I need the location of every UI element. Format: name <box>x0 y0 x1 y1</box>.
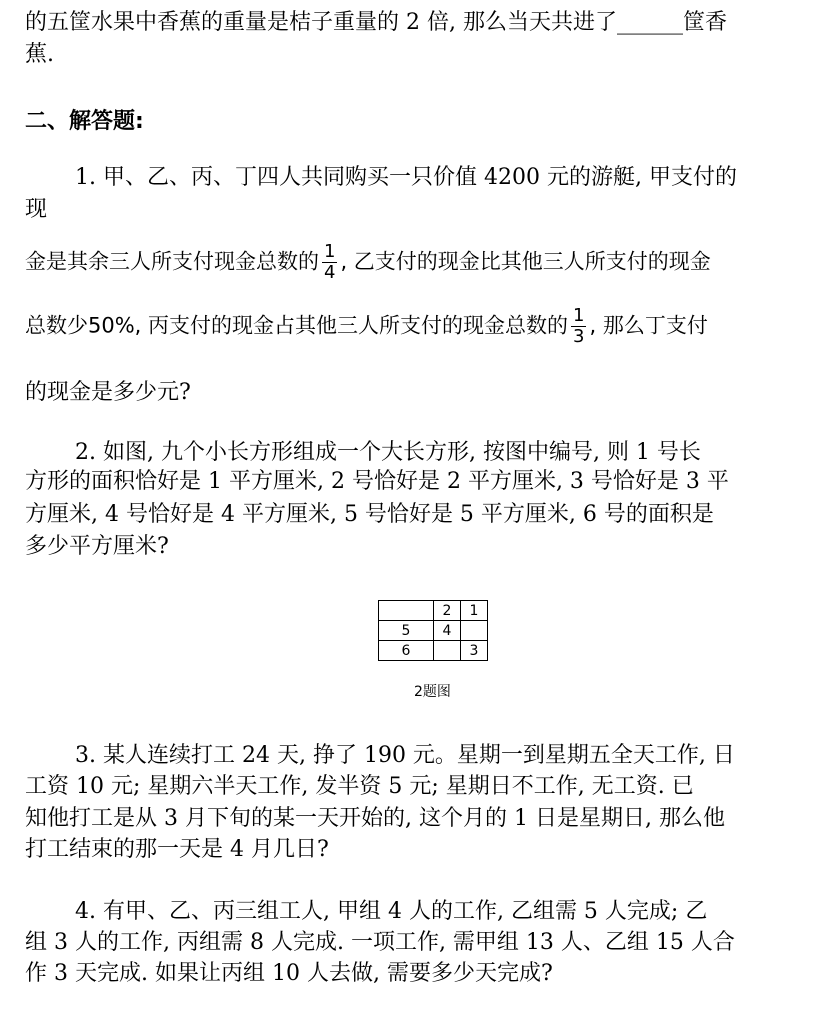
q1-line-4-text-b: , 那么丁支付 <box>589 313 708 338</box>
grid-cell <box>434 641 461 661</box>
rectangle-figure <box>378 600 488 661</box>
grid-row <box>379 621 488 641</box>
q3-line-1: 3. 某人连续打工 24 天, 挣了 190 元。星期一到星期五全天工作, 日 <box>75 743 735 768</box>
q2-line-3: 方厘米, 4 号恰好是 4 平方厘米, 5 号恰好是 5 平方厘米, 6 号的面积是 <box>25 502 714 527</box>
rectangle-grid <box>378 600 488 661</box>
q4-line-2: 组 3 人的工作, 丙组需 8 人完成. 一项工作, 需甲组 13 人、乙组 15 人合 <box>25 930 735 955</box>
q1-line-2: 现 <box>25 197 48 222</box>
fraction-denominator: 4 <box>324 262 336 283</box>
q1-line-3-text-b: , 乙支付的现金比其他三人所支付的现金 <box>340 249 711 274</box>
q1-line-5: 的现金是多少元? <box>25 380 191 405</box>
q3-line-3: 知他打工是从 3 月下旬的某一天开始的, 这个月的 1 日是星期日, 那么他 <box>25 806 725 831</box>
grid-row <box>379 641 488 661</box>
grid-cell <box>379 601 434 621</box>
grid-cell: 5 <box>379 621 434 641</box>
q2-line-1: 2. 如图, 九个小长方形组成一个大长方形, 按图中编号, 则 1 号长 <box>75 440 701 465</box>
figure-caption: 2题图 <box>414 684 451 700</box>
grid-cell: 3 <box>461 641 488 661</box>
grid-cell <box>461 621 488 641</box>
q1-line-3-text-a: 金是其余三人所支付现金总数的 <box>25 249 319 274</box>
grid-cell: 4 <box>434 621 461 641</box>
grid-cell: 2 <box>434 601 461 621</box>
fraction-numerator: 1 <box>324 241 336 262</box>
fraction-denominator: 3 <box>573 326 585 347</box>
q1-line-4 <box>25 306 708 347</box>
grid-row <box>379 601 488 621</box>
section-title: 二、解答题: <box>25 109 144 134</box>
q4-line-3: 作 3 天完成. 如果让丙组 10 人去做, 需要多少天完成? <box>25 961 553 986</box>
q4-line-1: 4. 有甲、乙、丙三组工人, 甲组 4 人的工作, 乙组需 5 人完成; 乙 <box>75 899 708 924</box>
intro-line-2: 蕉. <box>25 42 54 67</box>
q2-line-4: 多少平方厘米? <box>25 534 169 559</box>
q3-line-4: 打工结束的那一天是 4 月几日? <box>25 837 329 862</box>
q3-line-2: 工资 10 元; 星期六半天工作, 发半资 5 元; 星期日不工作, 无工资. 已 <box>25 774 694 799</box>
fraction-one-third <box>571 306 586 347</box>
q1-line-4-text-a: 总数少50%, 丙支付的现金占其他三人所支付的现金总数的 <box>25 313 569 338</box>
intro-line-1: 的五筐水果中香蕉的重量是桔子重量的 2 倍, 那么当天共进了______筐香 <box>25 10 727 35</box>
fraction-numerator: 1 <box>573 305 585 326</box>
grid-cell: 1 <box>461 601 488 621</box>
q1-line-3 <box>25 242 711 283</box>
grid-cell: 6 <box>379 641 434 661</box>
q1-line-1: 1. 甲、乙、丙、丁四人共同购买一只价值 4200 元的游艇, 甲支付的 <box>75 165 737 190</box>
q2-line-2: 方形的面积恰好是 1 平方厘米, 2 号恰好是 2 平方厘米, 3 号恰好是 3 平 <box>25 469 729 494</box>
fraction-one-quarter <box>322 242 337 283</box>
